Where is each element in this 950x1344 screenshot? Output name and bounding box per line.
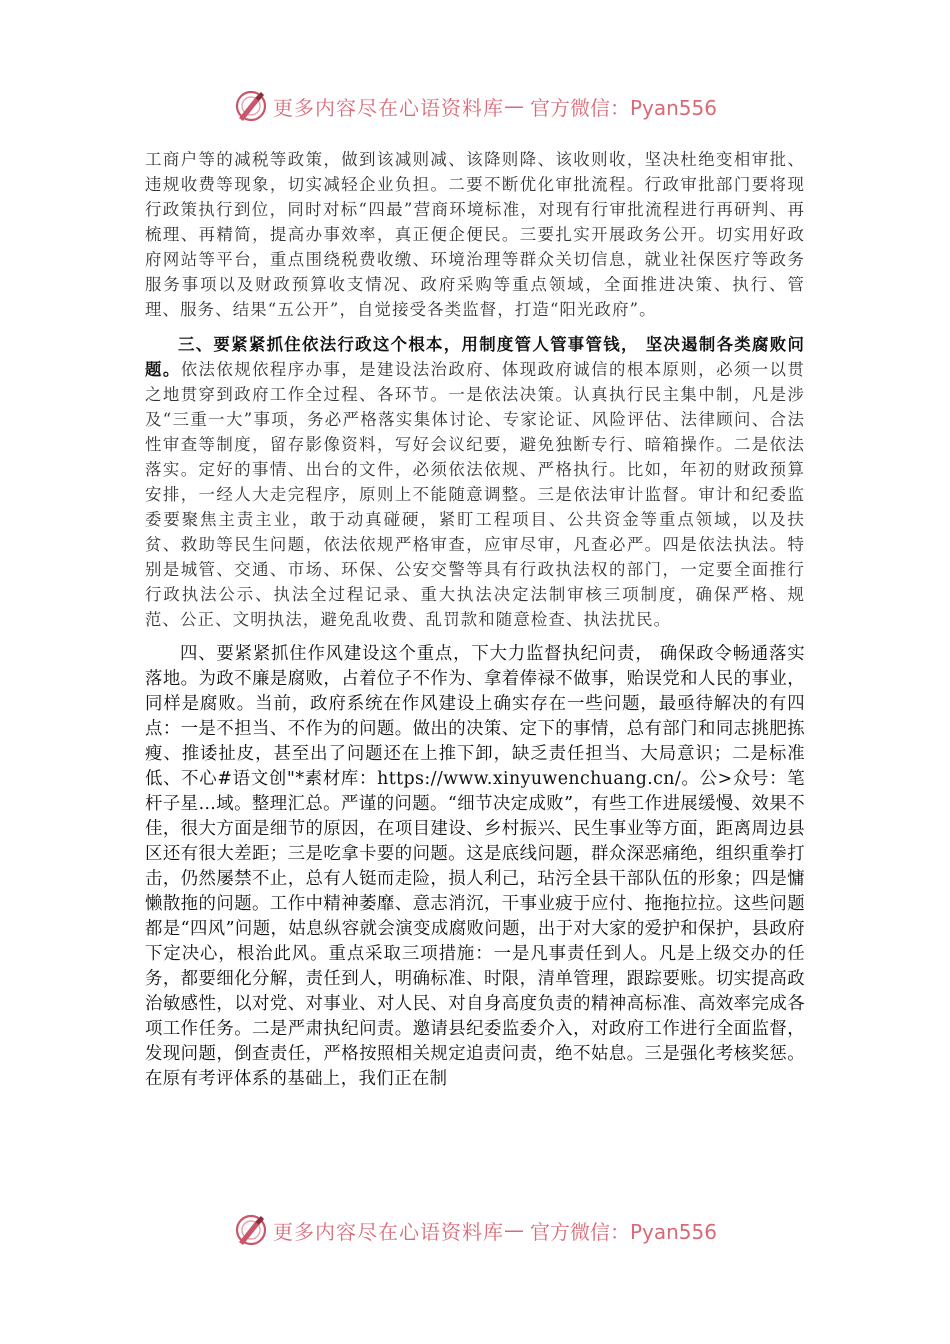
banner-brand-text: 更多内容尽在心语资料库 [272, 95, 504, 120]
pen-logo-icon [233, 88, 269, 124]
document-body [145, 147, 805, 1092]
paragraph-3: 四、要紧紧抓住作风建设这个重点，下大力监督执纪问责， 确保政令畅通落实落地。为政不廉是腐败，占着位子不作为、拿着俸禄不做事，贻误党和人民的事业，同样是腐败。当前，政府系统在作风建设上确实存在一些问题，最亟待解决的有四点：一是不担当、不作为的问题。做出的决策、定下的事情，总有部门和同志挑肥拣瘦、推诿扯皮，甚至出了问题还在上推下卸，缺乏责任担当、大局意识；二是标准低、不心#语文创"*素材库：https://www.xinyuwenchuang.cn/。公>众号：笔杆子星…域。整理汇总。严谨的问题。“细节决定成败”，有些工作进展缓慢、效果不佳，很大方面是细节的原因，在项目建设、乡村振兴、民生事业等方面，距离周边县区还有很大差距；三是吃拿卡要的问题。这是底线问题，群众深恶痛绝，组织重拳打击，仍然屡禁不止，总有人铤而走险，损人利己，玷污全县干部队伍的形象；四是慵懒散拖的问题。工作中精神萎靡、意志消沉，干事业疲于应付、拖拖拉拉。这些问题都是“四风”问题，姑息纵容就会演变成腐败问题，出于对大家的爱护和保护，县政府下定决心，根治此风。重点采取三项措施：一是凡事责任到人。凡是上级交办的任务，都要细化分解，责任到人，明确标准、时限，清单管理，跟踪要账。切实提高政治敏感性，以对党、对事业、对人民、对自身高度负责的精神高标准、高效率完成各项工作任务。二是严肃执纪问责。邀请县纪委监委介入，对政府工作进行全面监督，发现问题，倒查责任，严格按照相关规定追责问责，绝不姑息。三是强化考核奖惩。在原有考评体系的基础上，我们正在制 [145, 644, 805, 1089]
header-banner [0, 86, 950, 126]
banner-wechat-account: 官方微信：Pyan556 [529, 1219, 717, 1244]
footer-banner [0, 1210, 950, 1250]
banner-separator: — [503, 1218, 524, 1242]
pen-logo-icon [233, 1212, 269, 1248]
paragraph-2-body: 依法依规依程序办事，是建设法治政府、体现政府诚信的根本原则，必须一以贯之地贯穿到政府工作全过程、各环节。一是依法决策。认真执行民主集中制，凡是涉及“三重一大”事项，务必严格落实集体讨论、专家论证、风险评估、法律顾问、合法性审查等制度，留存影像资料，写好会议纪要，避免独断专行、暗箱操作。二是依法落实。定好的事情、出台的文件，必须依法依规、严格执行。比如，年初的财政预算安排，一经人大走完程序，原则上不能随意调整。三是依法审计监督。审计和纪委监委要聚焦主责主业，敢于动真碰硬，紧盯工程项目、公共资金等重点领域，以及扶贫、救助等民生问题，依法依规严格审查，应审尽审，凡查必严。四是依法执法。特别是城管、交通、市场、环保、公安交警等具有行政执法权的部门，一定要全面推行行政执法公示、执法全过程记录、重大执法决定法制审核三项制度，确保严格、规范、公正、文明执法，避免乱收费、乱罚款和随意检查、执法扰民。 [145, 360, 805, 629]
banner-brand-text: 更多内容尽在心语资料库 [272, 1219, 504, 1244]
banner-separator: — [503, 94, 524, 118]
banner-wechat-account: 官方微信：Pyan556 [529, 95, 717, 120]
paragraph-2 [145, 332, 805, 632]
paragraph-1: 工商户等的减税等政策，做到该减则减、该降则降、该收则收，坚决杜绝变相审批、违规收费等现象，切实减轻企业负担。二要不断优化审批流程。行政审批部门要将现行政策执行到位，同时对标“四最”营商环境标准，对现有行审批流程进行再研判、再梳理、再精简，提高办事效率，真正便企便民。三要扎实开展政务公开。切实用好政府网站等平台，重点围绕税费收缴、环境治理等群众关切信息，就业社保医疗等政务服务事项以及财政预算收支情况、政府采购等重点领域，全面推进决策、执行、管理、服务、结果“五公开”，自觉接受各类监督，打造“阳光政府”。 [145, 150, 805, 319]
paragraph-2-heading: 三、要紧紧抓住依法行政这个根本，用制度管人管事管钱， 坚决遏制各类腐败问题。 [145, 335, 805, 379]
